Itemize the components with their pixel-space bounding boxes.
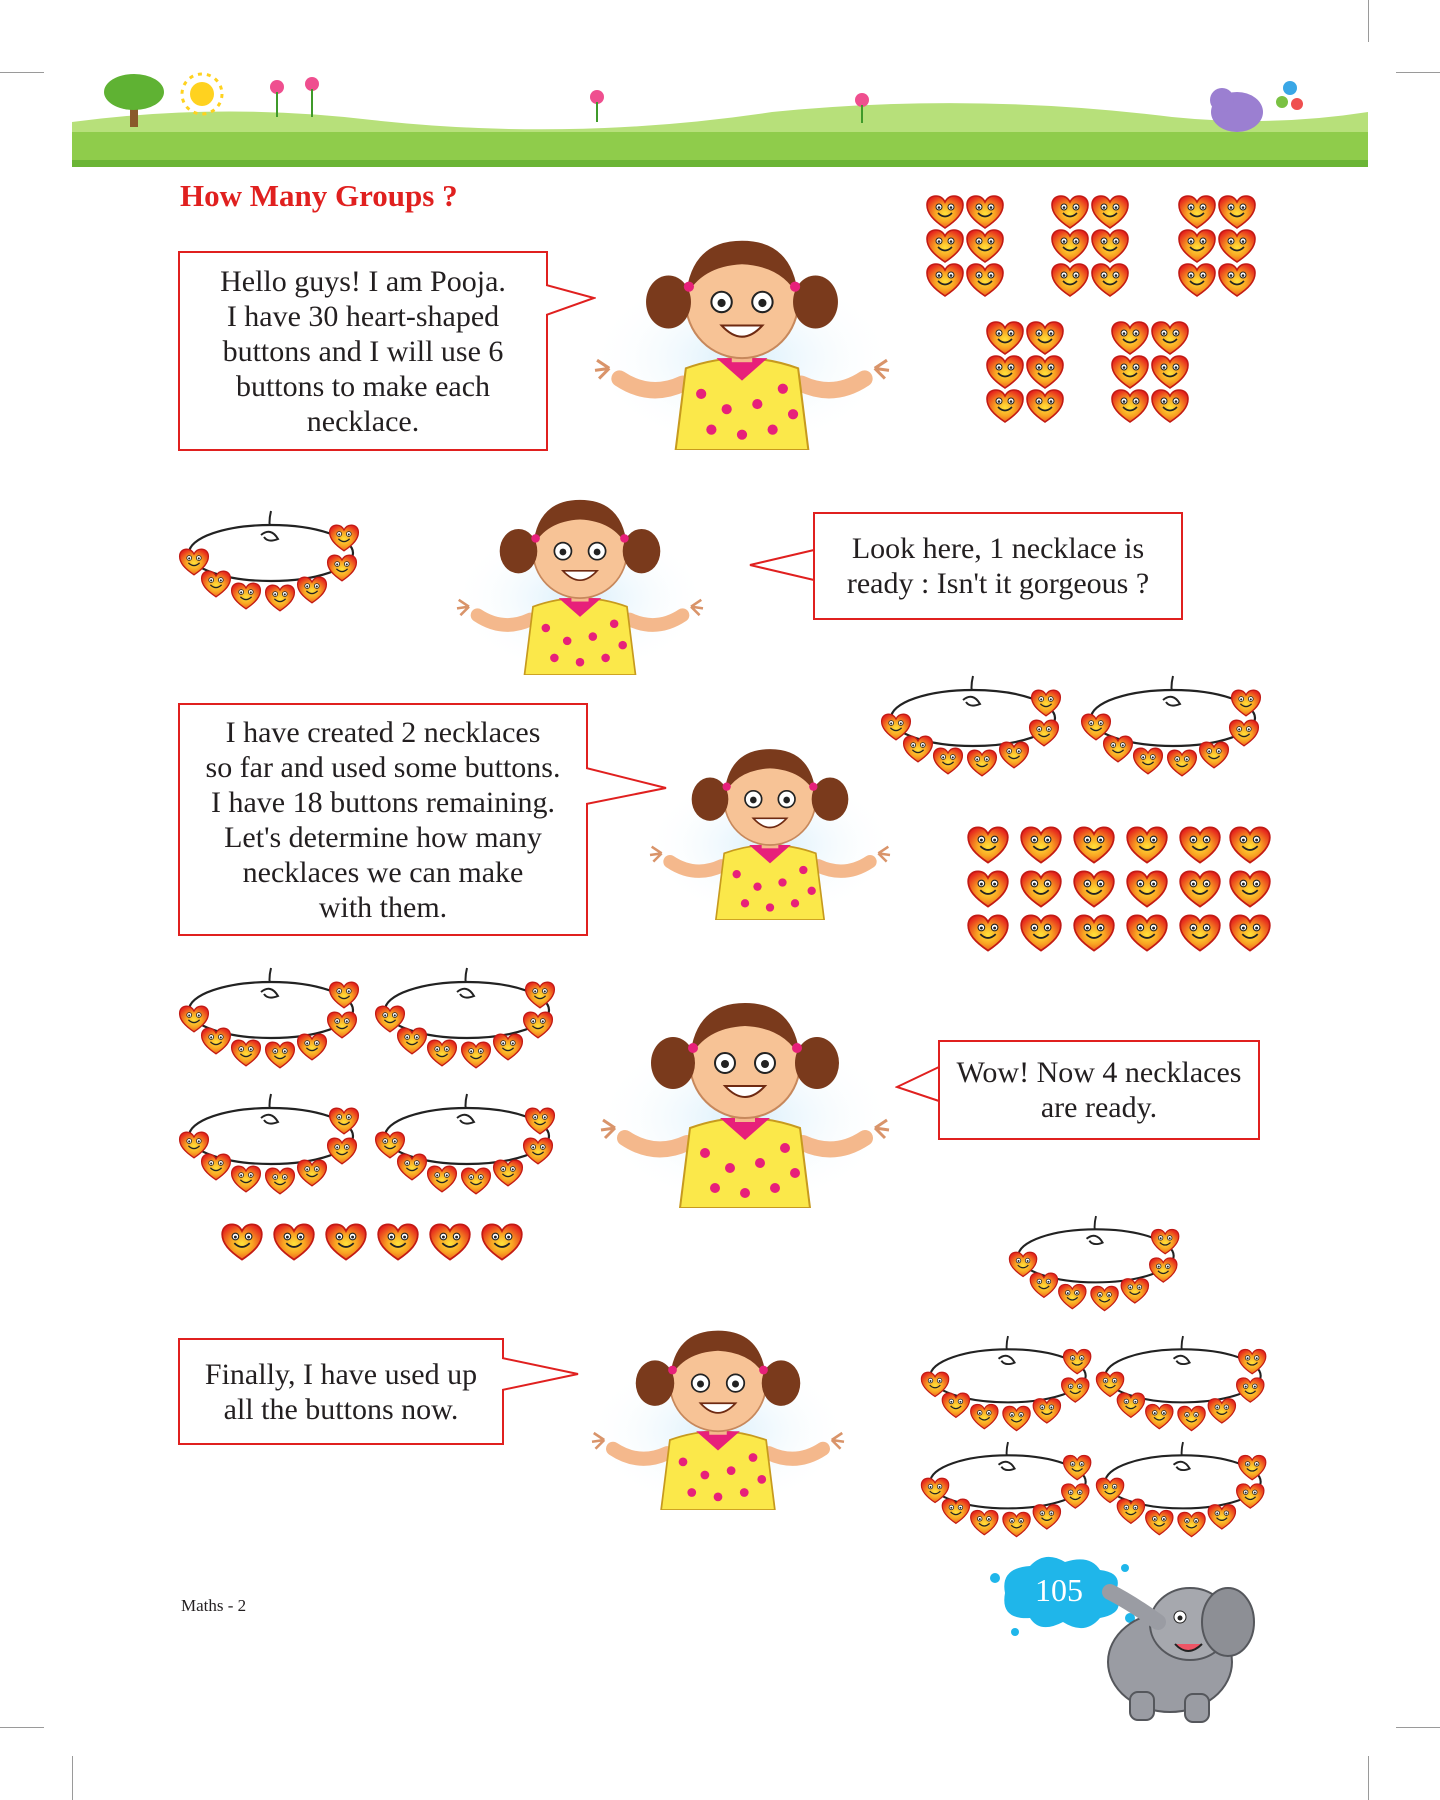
pooja-character (575, 968, 915, 1208)
bubble-line: Finally, I have used up (204, 1357, 478, 1391)
crop-mark (1368, 0, 1369, 42)
bubble-line: Let's determine how many (224, 820, 542, 854)
crop-mark (0, 72, 44, 73)
bubble-line: are ready. (1040, 1091, 1158, 1124)
heart-group-1 (927, 196, 1003, 296)
bubble-line: so far and used some buttons. (205, 750, 561, 784)
necklace-icon (1006, 1210, 1186, 1332)
heart-group-2 (1052, 196, 1128, 296)
pooja-character (582, 205, 902, 450)
heart-group-3 (1179, 196, 1255, 296)
footer-subject: Maths - 2 (181, 1596, 247, 1615)
bubble-line: all the buttons now. (223, 1392, 459, 1426)
header-banner (72, 72, 1368, 167)
necklace-icon (372, 1088, 562, 1216)
necklace-icon (1078, 670, 1268, 798)
bubble-line: I have 30 heart-shaped (226, 299, 500, 333)
bubble-line: buttons to make each (235, 369, 491, 403)
heart-group-4 (987, 322, 1063, 422)
heart-button-group (920, 194, 1290, 434)
bubble-line: ready : Isn't it gorgeous ? (846, 567, 1150, 600)
crop-mark (1396, 1727, 1440, 1728)
heart-group-5 (1112, 322, 1188, 422)
bubble-line: with them. (318, 890, 448, 924)
crop-mark (72, 1756, 73, 1800)
necklace-icon (1093, 1436, 1273, 1558)
necklace-icon (176, 1088, 366, 1216)
bubble-line: Wow! Now 4 necklaces (956, 1056, 1242, 1089)
crop-mark (1396, 72, 1440, 73)
bubble-line: Look here, 1 necklace is (851, 532, 1145, 565)
pooja-character (430, 470, 730, 675)
page-title: How Many Groups ? (180, 178, 458, 213)
necklace-icon (878, 670, 1068, 798)
necklace-icon (176, 962, 366, 1090)
bubble-line: I have 18 buttons remaining. (210, 785, 556, 819)
page-number: 105 (1035, 1572, 1083, 1608)
necklace-icon (176, 505, 366, 633)
necklace-icon (918, 1436, 1098, 1558)
necklace-icon (1093, 1330, 1273, 1452)
speech-bubble-finally (178, 1338, 504, 1445)
pooja-character (528, 1300, 908, 1510)
bubble-line: necklaces we can make (242, 855, 524, 889)
speech-bubble-four-ready (938, 1040, 1260, 1140)
bubble-tail (895, 1065, 941, 1105)
speech-bubble-one-ready (813, 512, 1183, 620)
crop-mark (0, 1727, 44, 1728)
necklace-icon (918, 1330, 1098, 1452)
heart-button-group (966, 825, 1272, 955)
crop-mark (1368, 1756, 1369, 1800)
heart-button-group (220, 1222, 526, 1264)
bubble-line: buttons and I will use 6 (222, 334, 504, 368)
necklace-icon (372, 962, 562, 1090)
speech-bubble-intro (178, 251, 548, 451)
bubble-line: Hello guys! I am Pooja. (220, 264, 506, 298)
bubble-line: I have created 2 necklaces (225, 715, 541, 749)
speech-bubble-two-made (178, 703, 588, 936)
elephant-icon (1070, 1562, 1260, 1727)
bubble-tail (748, 548, 816, 584)
bubble-line: necklace. (306, 404, 420, 438)
